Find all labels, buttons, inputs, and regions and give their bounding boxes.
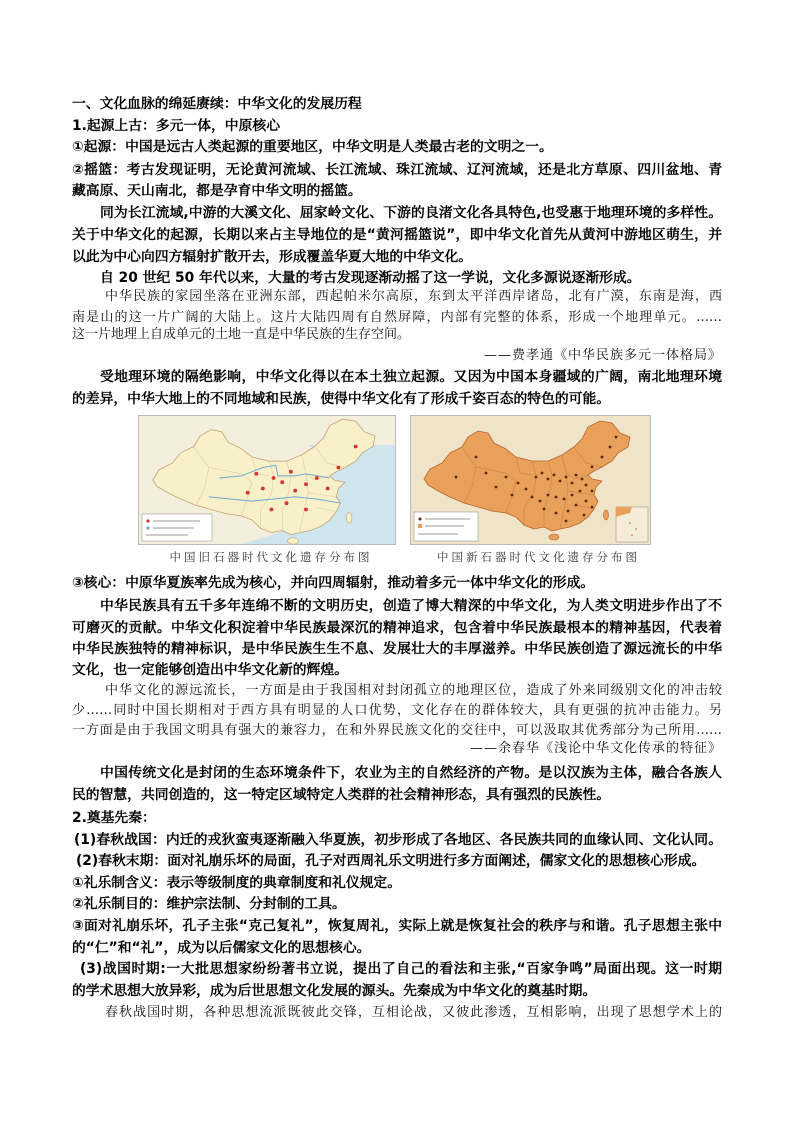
site-marker [315, 476, 319, 480]
site-marker [581, 478, 584, 481]
site-marker [559, 480, 562, 483]
confucius-point-line: 的“仁”和“礼”，成为以后儒家文化的思想核心。 [72, 940, 371, 956]
site-marker [511, 494, 514, 497]
site-marker [585, 484, 588, 487]
site-marker [304, 482, 308, 486]
site-marker [525, 488, 528, 491]
paragraph-line: 受地理环境的隔绝影响，中华文化得以在本土独立起源。又因为中国本身疆域的广阔，南北地理环境 [100, 369, 722, 385]
list-item: (3)战国时期:一大批思想家纷纷著书立说，提出了自己的看法和主张,“百家争鸣”局面出现。这一时期 [80, 961, 722, 977]
site-marker [555, 496, 558, 499]
site-marker [591, 506, 594, 509]
site-marker [579, 490, 582, 493]
map-caption-neolithic: 中国新石器时代文化遗存分布图 [437, 550, 640, 564]
site-marker [563, 498, 566, 501]
site-marker [354, 445, 358, 449]
site-marker [575, 504, 578, 507]
list-item: 的学术思想大放异彩，成为后世思想文化发展的源头。先秦成为中华文化的奠基时期。 [72, 983, 597, 999]
site-marker [261, 487, 265, 491]
paragraph-line: 同为长江流域,中游的大溪文化、屈家岭文化、下游的良渚文化各具特色,也受惠于地理环境的多样性。 [100, 205, 722, 221]
core-point: ③核心：中原华夏族率先成为核心，并向四周辐射，推动着多元一体中华文化的形成。 [72, 575, 595, 591]
site-marker [575, 474, 578, 477]
site-marker [547, 478, 550, 481]
map-caption-paleolithic: 中国旧石器时代文化遗存分布图 [169, 550, 373, 564]
site-marker [555, 512, 558, 515]
subsection-heading-origin: 1.起源上古：多元一体，中原核心 [72, 118, 280, 134]
neolithic-sites-map [410, 415, 651, 545]
quote-source: ——余春华《浅论中华文化传承的特征》 [469, 741, 722, 756]
site-marker [272, 476, 276, 480]
site-marker [336, 466, 340, 470]
taiwan-island [347, 513, 352, 524]
rites-purpose-point: ②礼乐制目的：维护宗法制、分封制的工具。 [72, 896, 346, 912]
paragraph-line: 民的智慧，共同创造的，这一特定区域特定人类群的社会精神形态，具有强烈的民族性。 [72, 787, 611, 803]
site-marker [269, 508, 273, 512]
quote-line: 这一片地理上自成单元的土地一直是中华民族的生存空间。 [72, 327, 411, 342]
paragraph-line: 自 20 世纪 50 年代以来，大量的考古发现逐渐动摇了这一学说，文化多源说逐渐形成。 [100, 270, 641, 286]
site-marker [591, 466, 594, 469]
site-marker [485, 472, 488, 475]
hainan-island [549, 534, 559, 540]
site-marker [495, 486, 498, 489]
list-item: (1)春秋战国：内迁的戎狄蛮夷逐渐融入华夏族，初步形成了各地区、各民族共同的血缘认同、文化认同。 [74, 832, 722, 848]
paragraph-line: 中华民族具有五千多年连绵不断的文明历史，创造了博大精深的中华文化，为人类文明进步作出了不 [100, 598, 722, 614]
site-marker [293, 489, 297, 493]
paragraph-line: 文化，也一定能够创造出中华文化新的辉煌。 [72, 662, 348, 678]
quote-line: 春秋战国时期，各种思想流派既彼此交锋，互相论战，又彼此渗透，互相影响，出现了思想学术上的 [105, 1005, 722, 1020]
site-marker [585, 500, 588, 503]
site-marker [539, 500, 542, 503]
quote-line: 一方面是由于我国文明具有强大的兼容力，在和外界民族文化的交往中，可以汲取其优秀部分为己所用…… [72, 723, 722, 738]
site-marker [571, 494, 574, 497]
site-marker [547, 494, 550, 497]
site-marker [541, 472, 544, 475]
site-marker [535, 476, 538, 479]
paragraph-line: 可磨灭的贡献。中华文化积淀着中华民族最深沉的精神追求，包含着中华民族最根本的精神基因，代表着 [72, 620, 722, 636]
site-marker [505, 476, 508, 479]
site-marker [531, 496, 534, 499]
cradle-point-line: 藏高原、天山南北，都是孕育中华文明的摇篮。 [72, 183, 362, 199]
rites-meaning-point: ①礼乐制含义：表示等级制度的典章制度和礼仪规定。 [72, 875, 402, 891]
quote-source: ——费孝通《中华民族多元一体格局》 [483, 348, 722, 363]
confucius-point-line: ③面对礼崩乐坏，孔子主张“克己复礼”，恢复周礼，实际上就是恢复社会的秩序与和谐。孔子思想主张中 [72, 918, 722, 934]
quote-line: 中华文化的源远流长，一方面是由于我国相对封闭孤立的地理区位，造成了外来同级别文化的冲击较 [105, 683, 722, 698]
site-marker [567, 510, 570, 513]
site-marker [601, 456, 604, 459]
site-marker [565, 520, 568, 523]
south-china-sea-inset [616, 507, 648, 542]
subsection-heading-foundation: 2.奠基先秦： [72, 810, 156, 826]
site-marker [254, 472, 258, 476]
site-marker [609, 446, 612, 449]
site-marker [326, 487, 330, 491]
quote-line: 少……同时中国长期相对于西方具有明显的人口优势，文化存在的群体较大，具有更强的抗冲击能力。另 [72, 703, 722, 718]
site-marker [553, 474, 556, 477]
site-marker [280, 480, 284, 484]
site-marker [517, 482, 520, 485]
section-heading: 一、文化血脉的绵延赓续：中华文化的发展历程 [72, 96, 362, 112]
site-marker [289, 470, 293, 474]
site-marker [565, 476, 568, 479]
hainan-island [288, 538, 299, 544]
paragraph-line: 中华民族独特的精神标识，是中华民族生生不息、发展壮大的丰厚滋养。中华民族创造了源远流长的中华 [72, 641, 722, 657]
site-marker [304, 508, 308, 512]
site-marker [543, 508, 546, 511]
site-marker [583, 514, 586, 517]
site-marker [455, 476, 458, 479]
taiwan-island [604, 510, 609, 520]
site-marker [591, 490, 594, 493]
paragraph-line: 以此为中心向四方辐射扩散开去，形成覆盖华夏大地的中华文化。 [72, 249, 473, 265]
site-marker [246, 491, 250, 495]
site-marker [615, 436, 618, 439]
site-marker [475, 456, 478, 459]
origin-point: ①起源：中国是远古人类起源的重要地区，中华文明是人类最古老的文明之一。 [72, 139, 553, 155]
map-legend [142, 514, 212, 541]
list-item: (2)春秋末期：面对礼崩乐坏的局面，孔子对西周礼乐文明进行多方面阐述，儒家文化的思想核心形成。 [76, 853, 706, 869]
map-legend [414, 512, 478, 541]
paleolithic-sites-map [138, 415, 396, 545]
paragraph-line: 中国传统文化是封闭的生态环境条件下，农业为主的自然经济的产物。是以汉族为主体，融合各族人 [100, 765, 722, 781]
cradle-point-line: ②摇篮：考古发现证明，无论黄河流域、长江流域、珠江流域、辽河流域，还是北方草原、四川盆地、青 [72, 162, 722, 178]
quote-line: 南是山的这一片广阔的大陆上。这片大陆四周有自然屏障，内部有完整的体系，形成一个地理单元。…… [72, 310, 722, 325]
site-marker [285, 501, 289, 505]
paragraph-line: 关于中华文化的起源，长期以来占主导地位的是“黄河摇篮说”，即中华文化首先从黄河中游地区萌生，并 [72, 227, 722, 243]
site-marker [571, 482, 574, 485]
quote-line: 中华民族的家园坐落在亚洲东部，西起帕米尔高原，东到太平洋西岸诸岛，北有广漠，东南是海，西 [105, 289, 722, 304]
paragraph-line: 的差异，中华大地上的不同地域和民族，使得中华文化有了形成千姿百态的特色的可能。 [72, 391, 611, 407]
